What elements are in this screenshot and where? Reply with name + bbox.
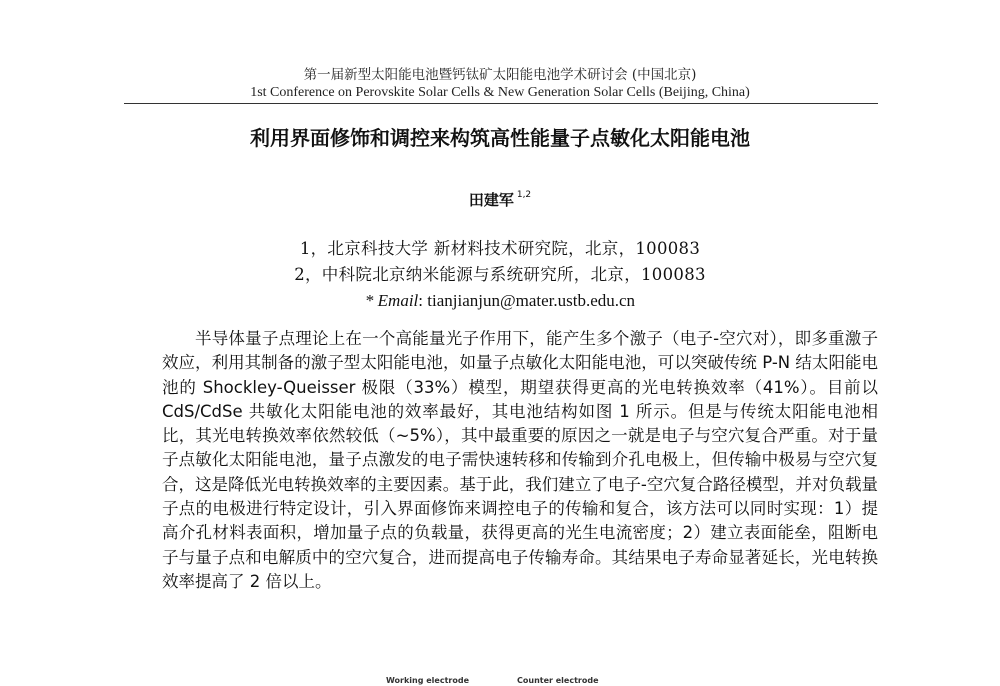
figure-label-counter-electrode: Counter electrode [517,676,599,685]
paper-title: 利用界面修饰和调控来构筑高性能量子点敏化太阳能电池 [250,126,750,150]
author-line [0,184,1000,211]
conference-header [0,66,1000,102]
conference-name-en: 1st Conference on Perovskite Solar Cells & New Generation Solar Cells (Beijing, China) [250,85,750,100]
abstract-paragraph: 半导体量子点理论上在一个高能量光子作用下，能产生多个激子（电子-空穴对），即多重激子效应，利用其制备的激子型太阳能电池，如量子点敏化太阳能电池，可以突破传统 P-N 结太阳能电池的 Shockley-Queisser 极限（33%）模型，期望获得更高的光电转换效率（41%）。目前以 CdS/CdSe 共敏化太阳能电池的效率最好，其电池结构如图 1 所示。但是与传统太阳能电池相比，其光电转换效率依然较低（~5%），其中最重要的原因之一就是电子与空穴复合严重。对于量子点敏化太阳能电池，量子点激发的电子需快速转移和传输到介孔电极上，但传输中极易与空穴复合，这是降低光电转换效率的主要因素。基于此，我们建立了电子-空穴复合路径模型，并对负载量子点的电极进行特定设计，引入界面修饰来调控电子的传输和复合，该方法可以同时实现：1）提高介孔材料表面积，增加量子点的负载量，获得更高的光生电流密度；2）建立表面能垒，阻断电子与量子点和电解质中的空穴复合，进而提高电子传输寿命。其结果电子寿命显著延长，光电转换效率提高了 2 倍以上。 [162,329,878,591]
author-name: 田建军 [468,191,514,209]
affiliations [0,236,1000,314]
figure-label-working-electrode: Working electrode [386,676,470,685]
email-address: : tianjianjun@mater.ustb.edu.cn [418,291,636,310]
header-rule [124,103,878,104]
conference-name-zh: 第一届新型太阳能电池暨钙钛矿太阳能电池学术研讨会 (中国北京) [303,67,697,83]
figure-top-labels [0,676,1000,686]
email-line [0,288,1000,314]
email-label: * Email [364,291,419,310]
affiliation-1: 1，北京科技大学 新材料技术研究院，北京，100083 [299,239,701,258]
author-affil-sup: 1,2 [516,190,532,200]
affiliation-2: 2，中科院北京纳米能源与系统研究所，北京，100083 [294,265,706,284]
